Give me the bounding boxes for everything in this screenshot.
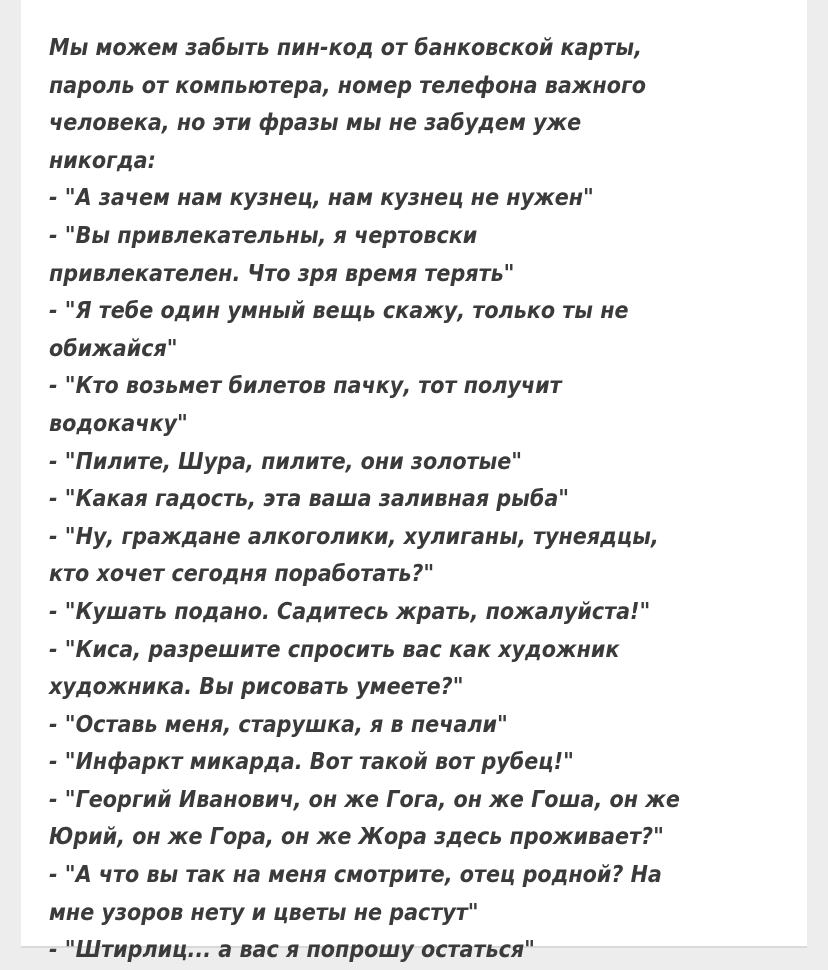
text-line: пароль от компьютера, номер телефона важного: [49, 72, 646, 99]
text-line: обижайся": [49, 335, 178, 362]
text-line: - "Киса, разрешите спросить вас как художник: [49, 636, 620, 663]
text-line: - "Инфаркт микарда. Вот такой вот рубец!": [49, 749, 574, 776]
text-line: - "Я тебе один умный вещь скажу, только ты не: [49, 298, 629, 325]
text-line: мне узоров нету и цветы не растут": [49, 899, 479, 926]
post-card: [21, 0, 807, 964]
text-line: - "Кушать подано. Садитесь жрать, пожалуйста!": [49, 598, 651, 625]
post-text: [49, 30, 783, 970]
text-line: - "Ну, граждане алкоголики, хулиганы, тунеядцы,: [49, 523, 659, 550]
text-line: - "А зачем нам кузнец, нам кузнец не нужен": [49, 185, 594, 212]
text-line: - "Какая гадость, эта ваша заливная рыба": [49, 486, 570, 513]
text-line: привлекателен. Что зря время терять": [49, 260, 515, 287]
text-line: - "Георгий Иванович, он же Гога, он же Гоша, он же: [49, 786, 680, 813]
text-line: - "Пилите, Шура, пилите, они золотые": [49, 448, 523, 475]
text-line: Мы можем забыть пин-код от банковской карты,: [49, 35, 642, 61]
text-line: кто хочет сегодня поработать?": [49, 561, 435, 588]
text-line: Юрий, он же Гора, он же Жора здесь проживает?": [49, 824, 664, 851]
text-line: - "Вы привлекательны, я чертовски: [49, 222, 478, 249]
text-line: водокачку": [49, 410, 188, 437]
text-line: - "Кто возьмет билетов пачку, тот получит: [49, 373, 562, 400]
text-line: никогда:: [49, 147, 156, 174]
text-line: - "Штирлиц... а вас я попрошу остаться": [49, 937, 535, 964]
text-line: человека, но эти фразы мы не забудем уже: [49, 110, 582, 137]
text-line: художника. Вы рисовать умеете?": [49, 674, 464, 701]
text-line: - "Оставь меня, старушка, я в печали": [49, 711, 508, 738]
text-line: - "А что вы так на меня смотрите, отец родной? На: [49, 862, 662, 889]
